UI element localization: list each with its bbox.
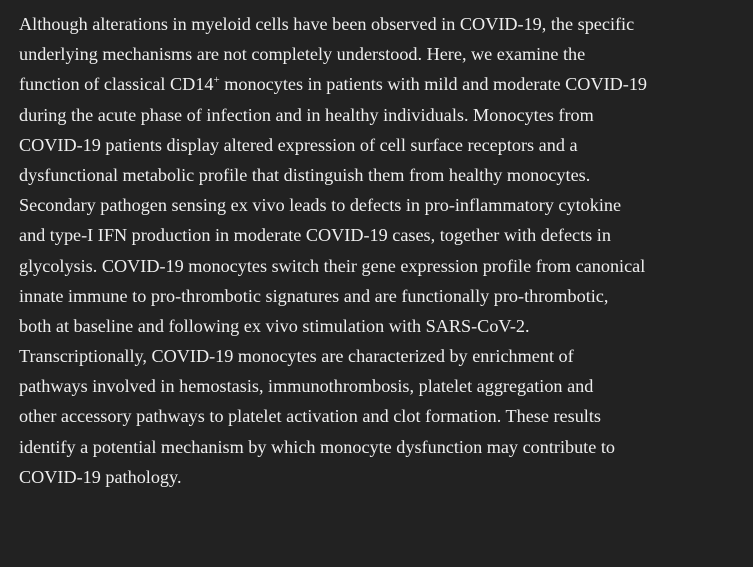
abstract-paragraph [19, 9, 753, 492]
abstract-line-11: both at baseline and following ex vivo stimulation with SARS-CoV-2. [19, 315, 530, 336]
abstract-line-6: dysfunctional metabolic profile that distinguish them from healthy monocytes. [19, 164, 591, 185]
abstract-line-3-start: function of classical CD14 [19, 74, 214, 95]
abstract-line-3 [19, 69, 753, 99]
abstract-line-9: glycolysis. COVID-19 monocytes switch their gene expression profile from canonical [19, 255, 646, 276]
abstract-line-16: COVID-19 pathology. [19, 466, 182, 487]
abstract-line-13: pathways involved in hemostasis, immunothrombosis, platelet aggregation and [19, 376, 594, 397]
abstract-line-12: Transcriptionally, COVID-19 monocytes are characterized by enrichment of [19, 346, 574, 367]
abstract-line-3-end: monocytes in patients with mild and moderate COVID-19 [219, 74, 648, 95]
abstract-line-4: during the acute phase of infection and in healthy individuals. Monocytes from [19, 104, 594, 125]
abstract-line-5: COVID-19 patients display altered expression of cell surface receptors and a [19, 134, 578, 155]
abstract-line-2: underlying mechanisms are not completely understood. Here, we examine the [19, 44, 586, 65]
abstract-line-14: other accessory pathways to platelet activation and clot formation. These results [19, 406, 601, 427]
abstract-line-10: innate immune to pro-thrombotic signatures and are functionally pro-thrombotic, [19, 285, 609, 306]
abstract-line-15: identify a potential mechanism by which monocyte dysfunction may contribute to [19, 436, 616, 457]
abstract-line-1: Although alterations in myeloid cells have been observed in COVID-19, the specific [19, 14, 635, 34]
abstract-line-8: and type-I IFN production in moderate COVID-19 cases, together with defects in [19, 225, 611, 246]
abstract-line-7: Secondary pathogen sensing ex vivo leads to defects in pro-inflammatory cytokine [19, 195, 622, 216]
cd14-superscript: + [213, 74, 220, 87]
